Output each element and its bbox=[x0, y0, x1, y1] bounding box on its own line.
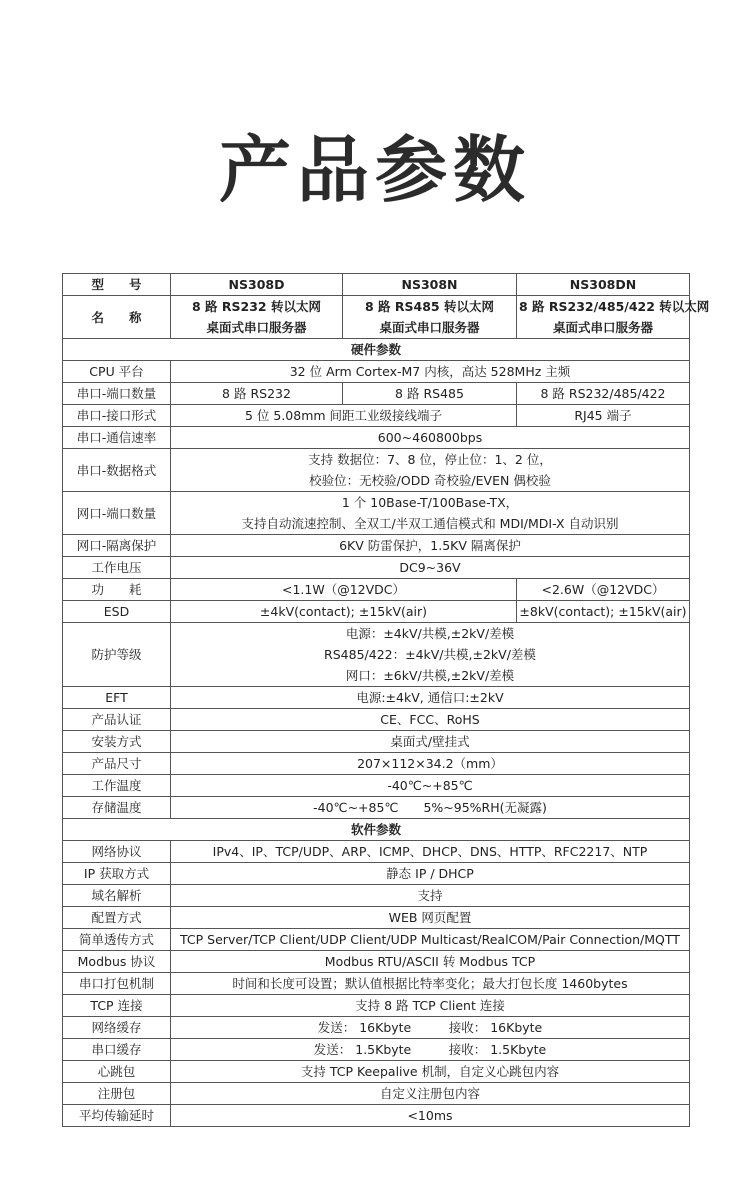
spec-row bbox=[63, 1061, 690, 1083]
spec-label: 串口打包机制 bbox=[63, 973, 171, 995]
spec-row bbox=[63, 951, 690, 973]
spec-value: 600~460800bps bbox=[171, 427, 690, 449]
spec-label: 串口-数据格式 bbox=[63, 449, 171, 492]
spec-value-dn: RJ45 端子 bbox=[517, 405, 690, 427]
model-ns308d: NS308D bbox=[171, 274, 343, 296]
spec-label: 串口缓存 bbox=[63, 1039, 171, 1061]
spec-row bbox=[63, 492, 690, 535]
spec-row bbox=[63, 863, 690, 885]
name-ns308n-line2: 桌面式串口服务器 bbox=[379, 320, 480, 335]
spec-label: 产品认证 bbox=[63, 709, 171, 731]
spec-value bbox=[171, 623, 690, 687]
spec-value: 支持 TCP Keepalive 机制，自定义心跳包内容 bbox=[171, 1061, 690, 1083]
spec-row bbox=[63, 1105, 690, 1127]
spec-row bbox=[63, 535, 690, 557]
spec-value: 8 路 RS485 bbox=[343, 383, 517, 405]
spec-label: 工作温度 bbox=[63, 775, 171, 797]
spec-label: 产品尺寸 bbox=[63, 753, 171, 775]
spec-row bbox=[63, 601, 690, 623]
hardware-section-title: 硬件参数 bbox=[63, 339, 690, 361]
spec-value-dn: <2.6W（@12VDC） bbox=[517, 579, 690, 601]
spec-label: 网络协议 bbox=[63, 841, 171, 863]
spec-label: 网络缓存 bbox=[63, 1017, 171, 1039]
spec-label: 简单透传方式 bbox=[63, 929, 171, 951]
hardware-section-row bbox=[63, 339, 690, 361]
spec-value: 发送： 16Kbyte 接收： 16Kbyte bbox=[171, 1017, 690, 1039]
spec-value-line: 支持自动流速控制、全双工/半双工通信模式和 MDI/MDI-X 自动识别 bbox=[241, 516, 619, 531]
spec-value: 5 位 5.08mm 间距工业级接线端子 bbox=[171, 405, 517, 427]
spec-value: CE、FCC、RoHS bbox=[171, 709, 690, 731]
spec-label: 安装方式 bbox=[63, 731, 171, 753]
name-ns308d-line1: 8 路 RS232 转以太网 bbox=[192, 299, 321, 314]
software-section-row bbox=[63, 819, 690, 841]
spec-label: 域名解析 bbox=[63, 885, 171, 907]
spec-label: 串口-通信速率 bbox=[63, 427, 171, 449]
spec-row bbox=[63, 929, 690, 951]
spec-row bbox=[63, 1017, 690, 1039]
spec-label: IP 获取方式 bbox=[63, 863, 171, 885]
spec-value: -40℃~+85℃ 5%~95%RH(无凝露) bbox=[171, 797, 690, 819]
spec-row bbox=[63, 449, 690, 492]
spec-value-line: 1 个 10Base-T/100Base-TX， bbox=[341, 495, 519, 510]
spec-value-dn: ±8kV(contact); ±15kV(air) bbox=[517, 601, 690, 623]
model-row bbox=[63, 274, 690, 296]
spec-value: <1.1W（@12VDC） bbox=[171, 579, 517, 601]
spec-label: 串口-接口形式 bbox=[63, 405, 171, 427]
spec-value-line: 网口：±6kV/共模,±2kV/差模 bbox=[345, 668, 515, 683]
spec-value: WEB 网页配置 bbox=[171, 907, 690, 929]
spec-row bbox=[63, 427, 690, 449]
spec-label: ESD bbox=[63, 601, 171, 623]
spec-row bbox=[63, 623, 690, 687]
name-ns308n bbox=[343, 296, 517, 339]
spec-value: 发送： 1.5Kbyte 接收： 1.5Kbyte bbox=[171, 1039, 690, 1061]
spec-label: 心跳包 bbox=[63, 1061, 171, 1083]
spec-label: 配置方式 bbox=[63, 907, 171, 929]
spec-value-line: 支持 数据位：7、8 位，停止位：1、2 位， bbox=[308, 452, 552, 467]
spec-row bbox=[63, 1083, 690, 1105]
model-label: 型 号 bbox=[63, 274, 171, 296]
spec-value: Modbus RTU/ASCII 转 Modbus TCP bbox=[171, 951, 690, 973]
spec-label: 平均传输延时 bbox=[63, 1105, 171, 1127]
spec-value: 电源:±4kV, 通信口:±2kV bbox=[171, 687, 690, 709]
spec-row bbox=[63, 995, 690, 1017]
spec-value: -40℃~+85℃ bbox=[171, 775, 690, 797]
spec-value bbox=[171, 492, 690, 535]
spec-label: 功 耗 bbox=[63, 579, 171, 601]
name-ns308n-line1: 8 路 RS485 转以太网 bbox=[365, 299, 494, 314]
spec-row bbox=[63, 885, 690, 907]
spec-value: 8 路 RS232/485/422 bbox=[517, 383, 690, 405]
spec-value: 支持 8 路 TCP Client 连接 bbox=[171, 995, 690, 1017]
spec-value: 8 路 RS232 bbox=[171, 383, 343, 405]
spec-label: Modbus 协议 bbox=[63, 951, 171, 973]
spec-row bbox=[63, 753, 690, 775]
spec-row bbox=[63, 383, 690, 405]
spec-value: 207×112×34.2（mm） bbox=[171, 753, 690, 775]
model-ns308n: NS308N bbox=[343, 274, 517, 296]
spec-row bbox=[63, 579, 690, 601]
spec-row bbox=[63, 973, 690, 995]
spec-value: 静态 IP / DHCP bbox=[171, 863, 690, 885]
spec-row bbox=[63, 405, 690, 427]
model-ns308dn: NS308DN bbox=[517, 274, 690, 296]
name-ns308d-line2: 桌面式串口服务器 bbox=[206, 320, 307, 335]
spec-value: 32 位 Arm Cortex-M7 内核，高达 528MHz 主频 bbox=[171, 361, 690, 383]
spec-label: 网口-端口数量 bbox=[63, 492, 171, 535]
spec-value: 时间和长度可设置；默认值根据比特率变化；最大打包长度 1460bytes bbox=[171, 973, 690, 995]
software-section-title: 软件参数 bbox=[63, 819, 690, 841]
spec-row bbox=[63, 709, 690, 731]
spec-label: 工作电压 bbox=[63, 557, 171, 579]
spec-row bbox=[63, 907, 690, 929]
spec-row bbox=[63, 797, 690, 819]
spec-label: CPU 平台 bbox=[63, 361, 171, 383]
spec-value: IPv4、IP、TCP/UDP、ARP、ICMP、DHCP、DNS、HTTP、RFC2217、NTP bbox=[171, 841, 690, 863]
spec-value: <10ms bbox=[171, 1105, 690, 1127]
name-row bbox=[63, 296, 690, 339]
spec-label: EFT bbox=[63, 687, 171, 709]
spec-value: TCP Server/TCP Client/UDP Client/UDP Multicast/RealCOM/Pair Connection/MQTT bbox=[171, 929, 690, 951]
name-label: 名 称 bbox=[63, 296, 171, 339]
name-ns308dn-line1: 8 路 RS232/485/422 转以太网 bbox=[519, 299, 710, 314]
spec-table-body bbox=[63, 274, 710, 1127]
spec-value-line: 校验位：无校验/ODD 奇校验/EVEN 偶校验 bbox=[309, 473, 551, 488]
spec-value: DC9~36V bbox=[171, 557, 690, 579]
spec-value: 自定义注册包内容 bbox=[171, 1083, 690, 1105]
spec-value-line: 电源：±4kV/共模,±2kV/差模 bbox=[345, 626, 515, 641]
spec-label: TCP 连接 bbox=[63, 995, 171, 1017]
spec-row bbox=[63, 775, 690, 797]
spec-row bbox=[63, 1039, 690, 1061]
spec-value: 6KV 防雷保护，1.5KV 隔离保护 bbox=[171, 535, 690, 557]
spec-row bbox=[63, 841, 690, 863]
spec-row bbox=[63, 687, 690, 709]
spec-value: ±4kV(contact); ±15kV(air) bbox=[171, 601, 517, 623]
spec-row bbox=[63, 361, 690, 383]
name-ns308dn bbox=[517, 296, 710, 339]
spec-value: 桌面式/壁挂式 bbox=[171, 731, 690, 753]
spec-label: 注册包 bbox=[63, 1083, 171, 1105]
page-title: 产品参数 bbox=[218, 128, 531, 212]
spec-value-line: RS485/422：±4kV/共模,±2kV/差模 bbox=[324, 647, 536, 662]
spec-label: 防护等级 bbox=[63, 623, 171, 687]
name-ns308d bbox=[171, 296, 343, 339]
name-ns308dn-line2: 桌面式串口服务器 bbox=[552, 320, 653, 335]
spec-table bbox=[62, 273, 710, 1127]
spec-value bbox=[171, 449, 690, 492]
spec-value: 支持 bbox=[171, 885, 690, 907]
spec-label: 存储温度 bbox=[63, 797, 171, 819]
spec-label: 串口-端口数量 bbox=[63, 383, 171, 405]
spec-label: 网口-隔离保护 bbox=[63, 535, 171, 557]
spec-row bbox=[63, 557, 690, 579]
spec-row bbox=[63, 731, 690, 753]
